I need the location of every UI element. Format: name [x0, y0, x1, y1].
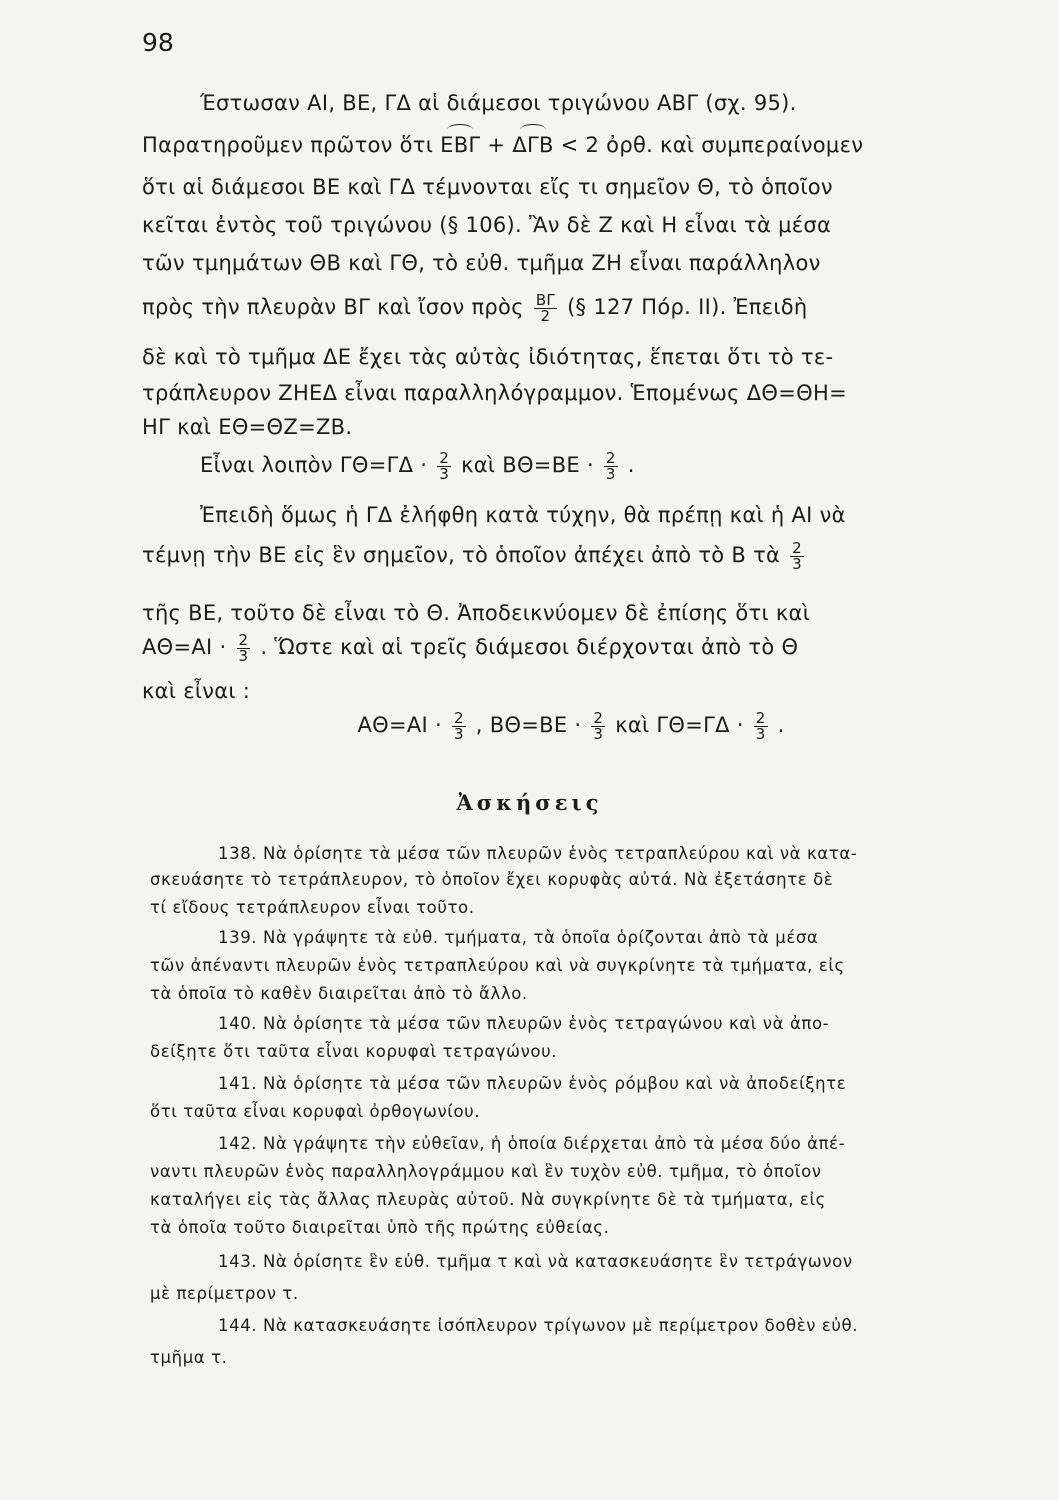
exercise-142-cont: ναντι πλευρῶν ἑνὸς παραλληλογράμμου καὶ ἓν τυχὸν εὐθ. τμῆμα, τὸ ὁποῖον	[150, 1162, 822, 1181]
fraction-two-thirds: $\frac{2}{3}$	[792, 538, 802, 573]
exercise-138: 138. Νὰ ὁρίσητε τὰ μέσα τῶν πλευρῶν ἑνὸς τετραπλεύρου καὶ νὰ κατα-	[218, 844, 858, 863]
exercise-140: 140. Νὰ ὁρίσητε τὰ μέσα τῶν πλευρῶν ἑνὸς τετραγώνου καὶ νὰ ἀπο-	[218, 1014, 830, 1033]
exercise-140-cont: δείξητε ὅτι ταῦτα εἶναι κορυφαὶ τετραγώνου.	[150, 1042, 558, 1061]
body-line: Εἶναι λοιπὸν ΓΘ=ΓΔ · $\frac{2}{3}$ καὶ ΒΘ=ΒΕ · $\frac{2}{3}$ .	[200, 448, 635, 483]
exercise-142: 142. Νὰ γράψητε τὴν εὐθεῖαν, ἡ ὁποία διέρχεται ἀπὸ τὰ μέσα δύο ἀπέ-	[218, 1134, 846, 1153]
exercise-138-cont: τί εἴδους τετράπλευρον εἶναι τοῦτο.	[150, 898, 475, 917]
exercise-142-cont: τὰ ὁποῖα τοῦτο διαιρεῖται ὑπὸ τῆς πρώτης εὐθείας.	[150, 1218, 610, 1237]
body-line: ΑΘ=ΑΙ · $\frac{2}{3}$ . Ὥστε καὶ αἱ τρεῖς διάμεσοι διέρχονται ἀπὸ τὸ Θ	[142, 630, 799, 665]
exercise-139: 139. Νὰ γράψητε τὰ εὐθ. τμήματα, τὰ ὁποῖα ὁρίζονται ἀπὸ τὰ μέσα	[218, 928, 819, 947]
body-line: ΗΓ καὶ ΕΘ=ΘΖ=ΖΒ.	[142, 415, 353, 439]
exercise-144-cont: τμῆμα τ.	[150, 1348, 228, 1367]
page-number: 98	[142, 28, 174, 57]
body-line: δὲ καὶ τὸ τμῆμα ΔΕ ἔχει τὰς αὐτὰς ἰδιότητας, ἕπεται ὅτι τὸ τε-	[142, 345, 834, 369]
exercise-143-cont: μὲ περίμετρον τ.	[150, 1284, 299, 1303]
exercise-143: 143. Νὰ ὁρίσητε ἓν εὐθ. τμῆμα τ καὶ νὰ κατασκευάσητε ἓν τετράγωνον	[218, 1252, 853, 1271]
exercise-141: 141. Νὰ ὁρίσητε τὰ μέσα τῶν πλευρῶν ἑνὸς ρόμβου καὶ νὰ ἀποδείξητε	[218, 1074, 847, 1093]
exercise-142-cont: καταλήγει εἰς τὰς ἄλλας πλευρὰς αὐτοῦ. Νὰ συγκρίνητε δὲ τὰ τμήματα, εἰς	[150, 1190, 826, 1209]
body-line: τῆς ΒΕ, τοῦτο δὲ εἶναι τὸ Θ. Ἀποδεικνύομεν δὲ ἐπίσης ὅτι καὶ	[142, 601, 811, 625]
exercise-141-cont: ὅτι ταῦτα εἶναι κορυφαὶ ὀρθογωνίου.	[150, 1102, 481, 1121]
angle-ebg: ΕΒΓ	[440, 130, 480, 160]
exercise-139-cont: τὰ ὁποῖα τὸ καθὲν διαιρεῖται ἀπὸ τὸ ἄλλο.	[150, 984, 528, 1003]
angle-dgb: ΔΓΒ	[512, 130, 553, 160]
fraction-two-thirds: $\frac{2}{3}$	[238, 630, 249, 665]
body-line: Παρατηροῦμεν πρῶτον ὅτι ΕΒΓ + ΔΓΒ < 2 ὀρθ. καὶ συμπεραίνομεν	[142, 130, 1000, 160]
display-formula: ΑΘ=ΑΙ · $\frac{2}{3}$ , ΒΘ=ΒΕ · $\frac{2}{3}$ καὶ ΓΘ=ΓΔ · $\frac{2}{3}$ .	[357, 708, 785, 743]
fraction-two-thirds: $\frac{2}{3}$	[439, 448, 450, 483]
body-line: Ἐπειδὴ ὅμως ἡ ΓΔ ἐλήφθη κατὰ τύχην, θὰ πρέπῃ καὶ ἡ ΑΙ νὰ	[200, 503, 846, 527]
exercise-139-cont: τῶν ἀπέναντι πλευρῶν ἑνὸς τετραπλεύρου καὶ νὰ συγκρίνητε τὰ τμήματα, εἰς	[150, 956, 845, 975]
body-line: τῶν τμημάτων ΘΒ καὶ ΓΘ, τὸ εὐθ. τμῆμα ΖΗ εἶναι παράλληλον	[142, 251, 821, 275]
fraction-bg-over-2: $\frac{B\Gamma}{2}$	[535, 290, 556, 325]
body-line: καὶ εἶναι :	[142, 679, 251, 703]
body-line: ὅτι αἱ διάμεσοι ΒΕ καὶ ΓΔ τέμνονται εἴς τι σημεῖον Θ, τὸ ὁποῖον	[142, 175, 833, 199]
fraction-two-thirds: $\frac{2}{3}$	[453, 708, 464, 743]
body-line: πρὸς τὴν πλευρὰν ΒΓ καὶ ἴσον πρὸς $\frac{B\Gamma}{2}$ (§ 127 Πόρ. II). Ἐπειδὴ	[142, 290, 808, 325]
body-line: τέμνῃ τὴν ΒΕ εἰς ἓν σημεῖον, τὸ ὁποῖον ἀπέχει ἀπὸ τὸ Β τὰ $\frac{2}{3}$	[142, 538, 802, 573]
exercise-144: 144. Νὰ κατασκευάσητε ἰσόπλευρον τρίγωνον μὲ περίμετρον δοθὲν εὐθ.	[218, 1316, 859, 1335]
exercises-heading: Ἀσκήσεις	[456, 790, 603, 815]
fraction-two-thirds: $\frac{2}{3}$	[605, 448, 616, 483]
exercise-138-cont: σκευάσητε τὸ τετράπλευρον, τὸ ὁποῖον ἔχει κορυφὰς αὐτά. Νὰ ἐξετάσητε δὲ	[150, 870, 834, 889]
fraction-two-thirds: $\frac{2}{3}$	[755, 708, 766, 743]
fraction-two-thirds: $\frac{2}{3}$	[593, 708, 604, 743]
body-line: τράπλευρον ΖΗΕΔ εἶναι παραλληλόγραμμον. Ἑπομένως ΔΘ=ΘΗ=	[142, 381, 847, 405]
body-line: Έστωσαν ΑΙ, ΒΕ, ΓΔ αἱ διάμεσοι τριγώνου ΑΒΓ (σχ. 95).	[200, 91, 797, 115]
body-line: κεῖται ἐντὸς τοῦ τριγώνου (§ 106). Ἂν δὲ Ζ καὶ Η εἶναι τὰ μέσα	[142, 213, 832, 237]
